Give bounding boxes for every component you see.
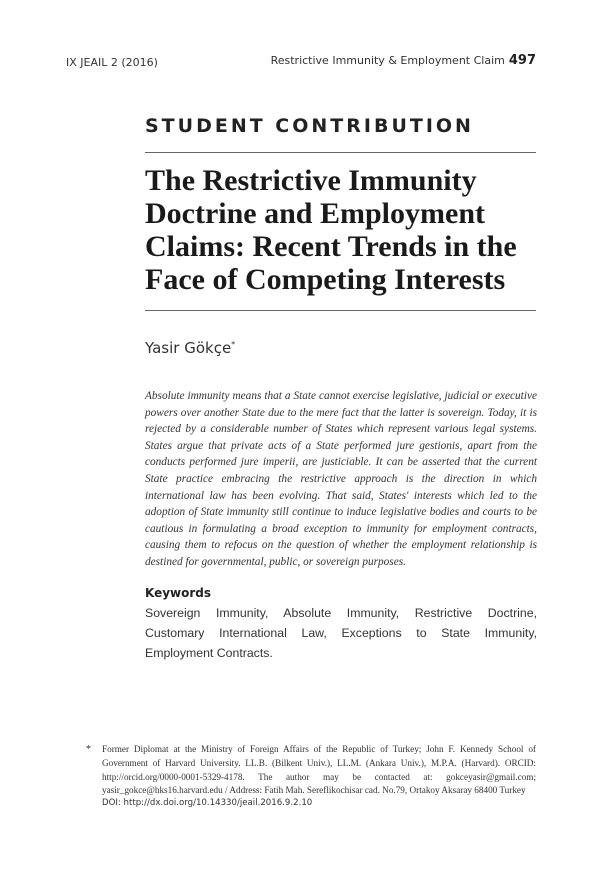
- article-title: The Restrictive Immunity Doctrine and Employment Claims: Recent Trends in the Face of Competing Interests: [145, 164, 517, 296]
- divider-top: [145, 152, 536, 153]
- keywords-heading: Keywords: [145, 586, 212, 600]
- journal-citation: IX JEAIL 2 (2016): [66, 56, 158, 69]
- abstract: Absolute immunity means that a State cannot exercise legislative, judicial or executive powers over another State due to the mere fact that the latter is sovereign. Today, it is rejected by a considerable number of States which represent various legal systems. States argue that private acts of a State performed jure gestionis, apart from the conducts performed jure imperii, are justiciable. It can be asserted that the current State practice embracing the restrictive approach is the direction in which international law has been evolving. That said, States' interests which led to the adoption of State immunity still continue to induce legislative bodies and courts to be cautious in formulating a broad exception to immunity for employment contracts, causing them to refocus on the question of whether the employment relationship is destined for governmental, public, or sovereign purposes.: [145, 390, 537, 568]
- running-header: [271, 53, 536, 68]
- keywords-list: Sovereign Immunity, Absolute Immunity, Restrictive Doctrine, Customary International Law, Exceptions to State Immunity, Employment Contracts.: [145, 606, 537, 660]
- author-footnote: Former Diplomat at the Ministry of Foreign Affairs of the Republic of Turkey; John F. Kennedy School of Government of Harvard University. LL.B. (Bilkent Univ.), LL.M. (Ankara Univ.), M.P.A. (Harvard). ORCID: http://orcid.org/0000-0001-5329-4178. The author may be contacted at: gokceyasir@gmail.com; yasir_gokce@hks16.harvard.edu / Address: Fatih Mah. Sereflikochisar cad. No.79, Ortakoy Aksaray 68400 Turkey: [102, 744, 536, 796]
- author-name: Yasir Gökçe: [145, 339, 232, 357]
- author-line: [145, 339, 235, 357]
- author-footnote-mark: *: [231, 340, 236, 349]
- running-title: Restrictive Immunity & Employment Claim: [270, 54, 505, 67]
- page-number: 497: [508, 53, 536, 68]
- section-label: STUDENT CONTRIBUTION: [145, 115, 474, 137]
- footnote-mark: *: [86, 744, 91, 755]
- divider-bottom: [145, 310, 536, 311]
- doi-line: DOI: http://dx.doi.org/10.14330/jeail.2016.9.2.10: [102, 798, 313, 808]
